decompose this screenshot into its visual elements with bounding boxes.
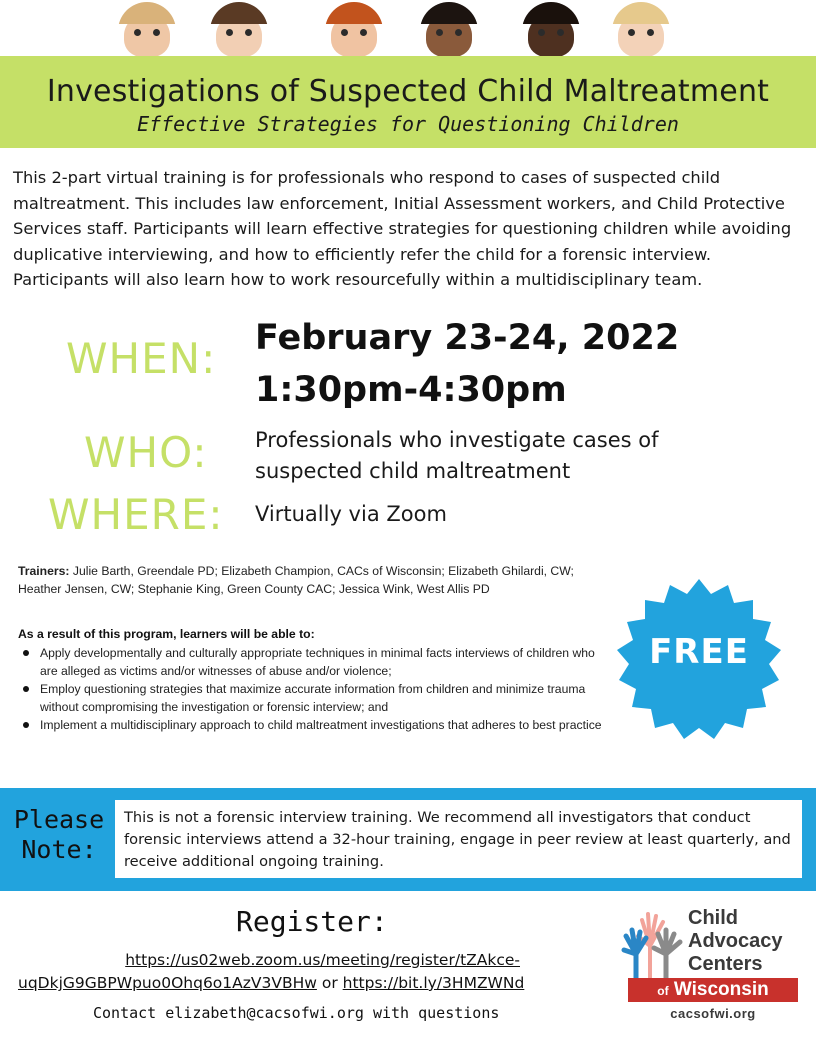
trainers <box>18 562 578 598</box>
outcome-text: Apply developmentally and culturally appropriate techniques in minimal facts interviews of children who are alleged as victims and/or witnesses of abuse and/or violence; <box>40 646 595 678</box>
bullet-icon <box>23 650 29 656</box>
logo-bar-text <box>628 979 798 1002</box>
logo-of: of <box>657 984 669 998</box>
register-heading: Register: <box>236 905 388 938</box>
child-face <box>420 2 478 56</box>
list-item <box>20 716 610 734</box>
children-photo <box>0 0 816 56</box>
title-banner <box>0 56 816 148</box>
bullet-icon <box>23 686 29 692</box>
note-text: This is not a forensic interview training. We recommend all investigators that conduct forensic interviews attend a 32-hour training, engage in peer review at least quarterly, and receive additional ongoing training. <box>124 809 791 870</box>
child-face <box>522 2 580 56</box>
page-subtitle: Effective Strategies for Questioning Children <box>137 112 679 136</box>
bullet-icon <box>23 722 29 728</box>
zoom-register-link[interactable]: https://us02web.zoom.us/meeting/register/tZAkce- <box>125 951 520 969</box>
contact-text: Contact elizabeth@cacsofwi.org with questions <box>93 1004 500 1022</box>
event-time: 1:30pm-4:30pm <box>255 370 567 410</box>
logo-text-centers: Centers <box>688 953 763 975</box>
child-face <box>325 2 383 56</box>
where-text: Virtually via Zoom <box>255 502 447 526</box>
when-label: WHEN: <box>66 334 217 383</box>
logo-text-child: Child <box>688 907 738 929</box>
note-label-line2: Note: <box>21 835 97 864</box>
outcomes-heading: As a result of this program, learners will be able to: <box>18 627 315 641</box>
child-face <box>210 2 268 56</box>
register-links-line <box>18 974 588 992</box>
list-item <box>20 680 610 716</box>
child-face <box>118 2 176 56</box>
note-label-line1: Please <box>13 805 105 834</box>
outcome-text: Implement a multidisciplinary approach to child maltreatment investigations that adheres to best practice <box>40 718 602 732</box>
outcomes-list <box>20 644 610 734</box>
page-title: Investigations of Suspected Child Maltreatment <box>46 74 770 109</box>
or-text: or <box>316 974 343 992</box>
cac-hands-logo <box>620 906 690 980</box>
zoom-register-link-cont[interactable]: uqDkjG9GBPWpuo0Ohq6o1AzV3VBHw <box>18 974 317 992</box>
who-label: WHO: <box>84 428 208 477</box>
list-item <box>20 644 610 680</box>
intro-paragraph: This 2-part virtual training is for professionals who respond to cases of suspected child maltreatment. This includes law enforcement, Initial Assessment workers, and Child Protective Services staff. Participants will learn effective strategies for questioning children while avoiding duplicative interviewing, and how to efficiently refer the child for a forensic interview. Participants will also learn how to work resourcefully within a multidisciplinary team. <box>13 168 792 289</box>
where-label: WHERE: <box>48 490 224 539</box>
logo-wisconsin: Wisconsin <box>673 979 769 1000</box>
logo-text-advocacy: Advocacy <box>688 930 783 952</box>
note-label <box>8 805 110 865</box>
event-date: February 23-24, 2022 <box>255 318 680 358</box>
outcome-text: Employ questioning strategies that maximize accurate information from children and minimize trauma without compromising the investigation or forensic interview; and <box>40 682 586 714</box>
free-badge-text: FREE <box>649 632 749 672</box>
child-face <box>612 2 670 56</box>
who-text: Professionals who investigate cases of suspected child maltreatment <box>255 428 659 483</box>
bitly-register-link[interactable]: https://bit.ly/3HMZWNd <box>342 974 525 992</box>
trainers-label: Trainers: <box>18 564 70 578</box>
logo-url: cacsofwi.org <box>670 1006 756 1021</box>
trainers-list: Julie Barth, Greendale PD; Elizabeth Champion, CACs of Wisconsin; Elizabeth Ghilardi, CW; Heather Jensen, CW; Stephanie King, Green County CAC; Jessica Wink, West Allis PD <box>18 564 574 596</box>
